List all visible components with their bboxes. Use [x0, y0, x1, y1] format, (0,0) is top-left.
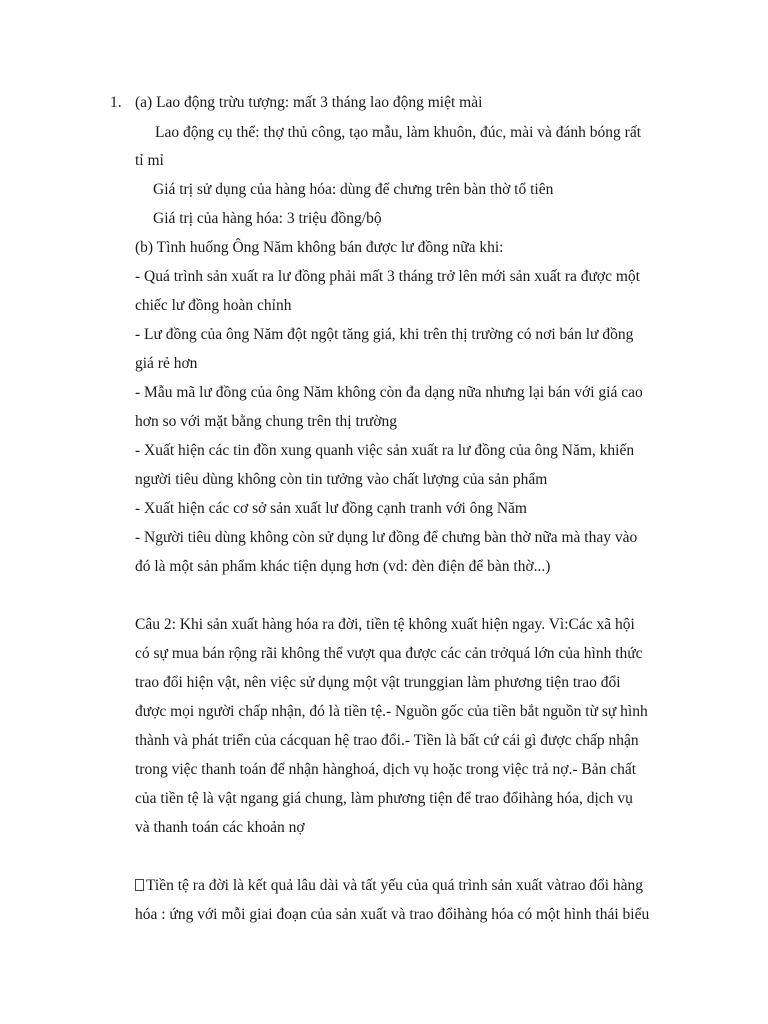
q1-b-line: - Lư đồng của ông Năm đột ngột tăng giá, khi trên thị trường có nơi bán lư đồng	[135, 326, 634, 343]
q1-b-line: người tiêu dùng không còn tin tưởng vào chất lượng của sản phẩm	[135, 471, 548, 488]
q1-b-line: - Xuất hiện các cơ sở sản xuất lư đồng cạnh tranh với ông Năm	[135, 500, 527, 517]
missing-glyph-box-icon	[135, 879, 144, 891]
q1-a-value: Giá trị của hàng hóa: 3 triệu đồng/bộ	[153, 210, 382, 227]
q1-b-line: đó là một sản phẩm khác tiện dụng hơn (vd: đèn điện để bàn thờ...)	[135, 558, 551, 575]
q1-b-line: - Người tiêu dùng không còn sử dụng lư đồng để chưng bàn thờ nữa mà thay vào	[135, 529, 638, 546]
q2-line: Câu 2: Khi sản xuất hàng hóa ra đời, tiền tệ không xuất hiện ngay. Vì:Các xã hội	[135, 616, 635, 633]
q1-b-line: hơn so với mặt bằng chung trên thị trường	[135, 413, 398, 430]
q2-line: trao đổi hiện vật, nên việc sử dụng một vật trunggian làm phương tiện trao đổi	[135, 674, 621, 691]
q1-b-line: - Xuất hiện các tin đồn xung quanh việc sản xuất ra lư đồng của ông Năm, khiến	[135, 442, 635, 459]
list-number: 1.	[110, 94, 122, 111]
q2-line: trong việc thanh toán để nhận hànghoá, dịch vụ hoặc trong việc trả nợ.- Bản chất	[135, 761, 637, 778]
q1-b-line: - Quá trình sản xuất ra lư đồng phải mất 3 tháng trở lên mới sản xuất ra được một	[135, 268, 640, 285]
q2-line: của tiền tệ là vật ngang giá chung, làm phương tiện để trao đổihàng hóa, dịch vụ	[135, 790, 633, 807]
q1-b-intro: (b) Tình huống Ông Năm không bán được lư đồng nữa khi:	[135, 239, 504, 256]
q2-line: thành và phát triển của cácquan hệ trao đổi.- Tiền là bất cứ cái gì được chấp nhận	[135, 732, 639, 749]
q2-line: được mọi người chấp nhận, đó là tiền tệ.- Nguồn gốc của tiền bắt nguồn từ sự hình	[135, 703, 648, 720]
q2-line: có sự mua bán rộng rãi không thể vượt qua được các cản trởquá lớn của hình thức	[135, 645, 643, 662]
q1-b-line: - Mẫu mã lư đồng của ông Năm không còn đa dạng nữa nhưng lại bán với giá cao	[135, 384, 643, 401]
q1-a-abstract-labor: (a) Lao động trừu tượng: mất 3 tháng lao động miệt mài	[135, 94, 483, 111]
q1-b-line: chiếc lư đồng hoàn chỉnh	[135, 297, 292, 314]
q1-a-concrete-labor-cont: tỉ mỉ	[135, 152, 164, 169]
q1-a-concrete-labor: Lao động cụ thể: thợ thủ công, tạo mẫu, làm khuôn, đúc, mài và đánh bóng rất	[155, 124, 642, 141]
conclusion-text: Tiền tệ ra đời là kết quả lâu dài và tất yếu của quá trình sản xuất vàtrao đổi hàng	[146, 877, 644, 894]
conclusion-line-2: hóa : ứng với mỗi giai đoạn của sản xuất và trao đổihàng hóa có một hình thái biểu	[135, 906, 650, 923]
conclusion-line-1	[135, 876, 643, 896]
q2-line: và thanh toán các khoản nợ	[135, 819, 305, 836]
q1-a-use-value: Giá trị sử dụng của hàng hóa: dùng để chưng trên bàn thờ tổ tiên	[153, 181, 554, 198]
q1-b-line: giá rẻ hơn	[135, 355, 198, 372]
